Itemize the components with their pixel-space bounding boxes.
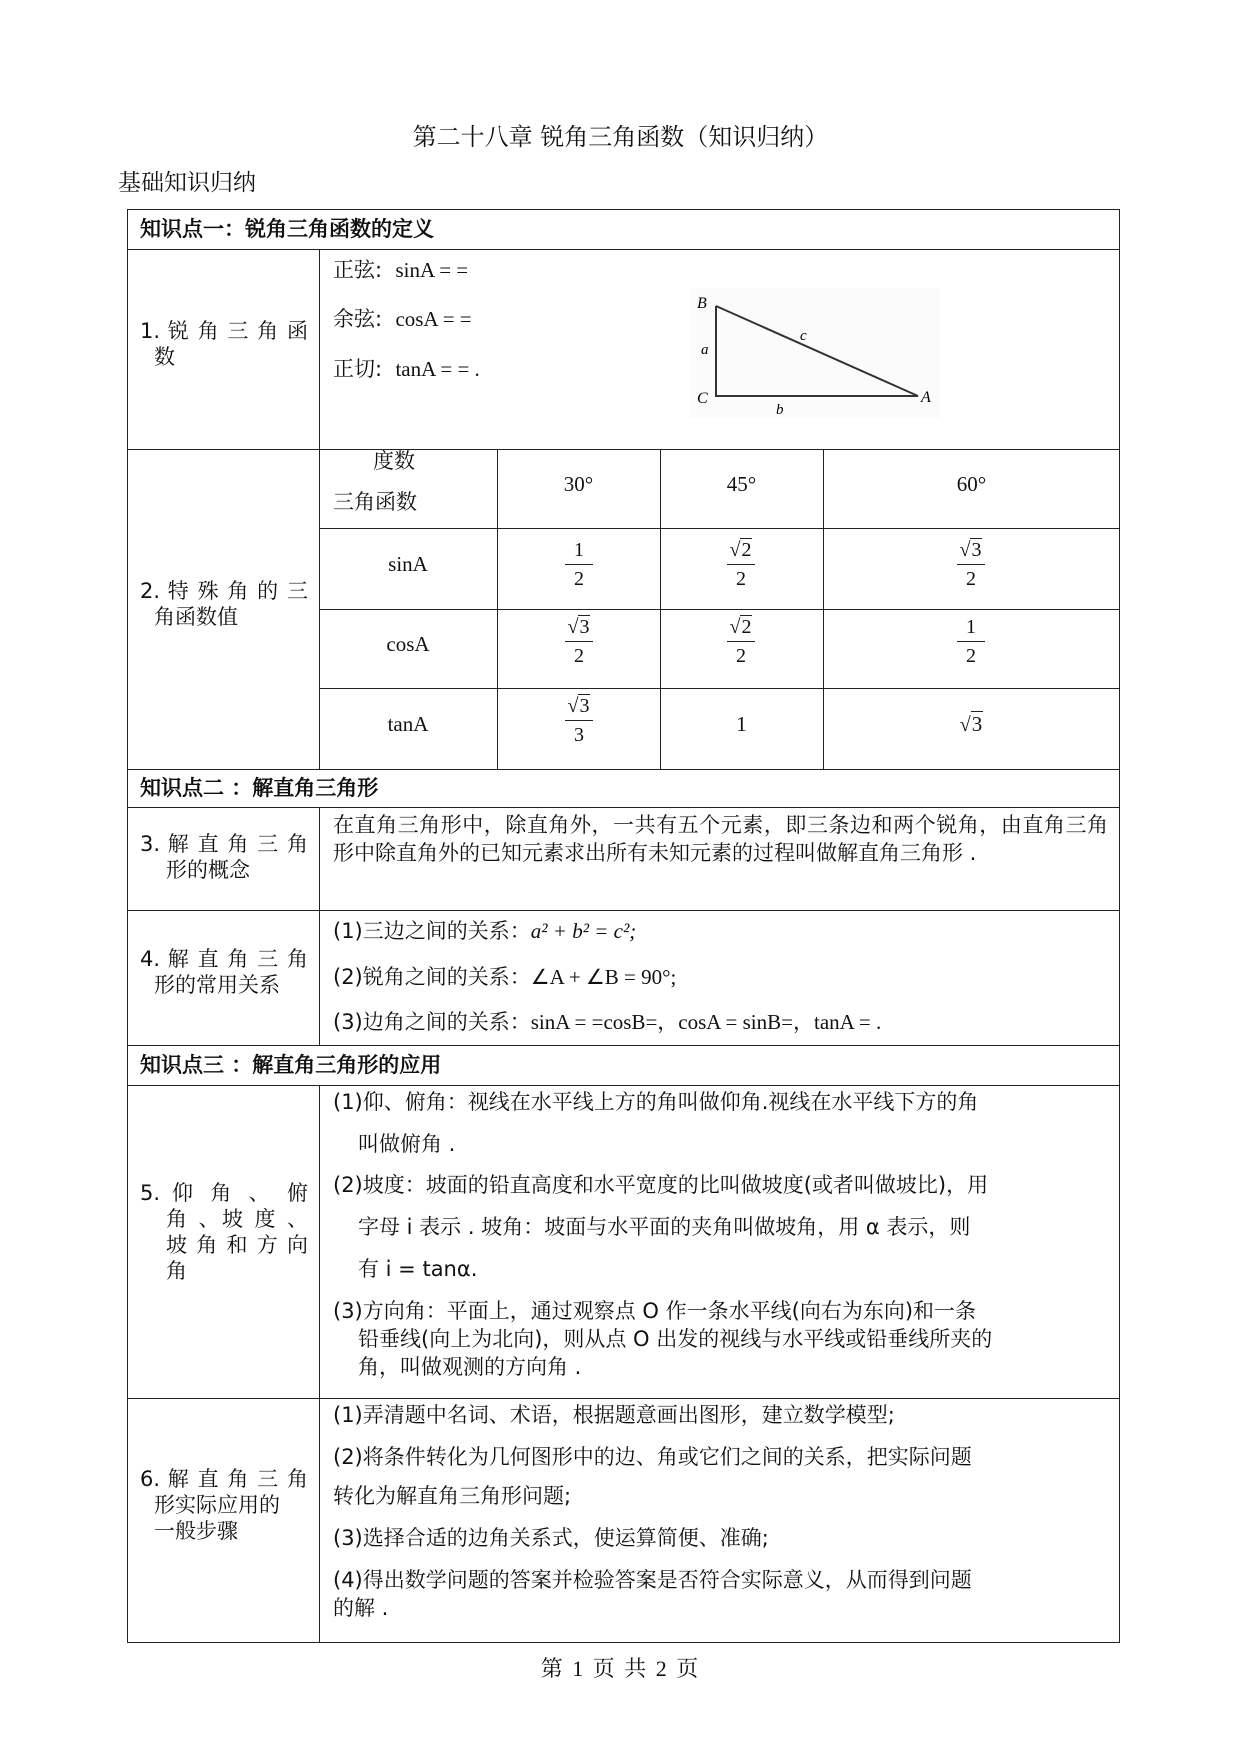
row-label: 角函数值: [154, 605, 238, 629]
formula-sine: 正弦: sinA = =: [333, 258, 469, 282]
side-label-b: b: [776, 402, 784, 418]
divider: [127, 1085, 1120, 1086]
value-sqrt: √3: [959, 712, 983, 736]
step-line: (1)弄清题中名词、术语，根据题意画出图形，建立数学模型;: [333, 1403, 895, 1427]
row-label: 坡 角 和 方 向: [166, 1233, 308, 1257]
application-line: (1)仰、俯角：视线在水平线上方的角叫做仰角.视线在水平线下方的角: [333, 1090, 979, 1114]
row-label: 角: [166, 1259, 187, 1283]
function-name: cosA: [386, 632, 430, 656]
value-fraction: √3 2: [951, 537, 991, 592]
right-triangle-diagram: [690, 288, 940, 418]
step-line: 的解 .: [333, 1596, 389, 1620]
function-name: sinA: [388, 552, 428, 576]
application-line: 字母 i 表示 . 坡角：坡面与水平面的夹角叫做坡角，用 α 表示，则: [358, 1215, 971, 1239]
formula-cosine: 余弦: cosA = =: [333, 307, 472, 331]
side-label-c: c: [800, 328, 807, 344]
application-line: 角，叫做观测的方向角 .: [358, 1355, 582, 1379]
row-label: 3. 解 直 角 三 角: [140, 832, 308, 856]
relation-angles: (2)锐角之间的关系：∠A + ∠B = 90°;: [333, 965, 677, 989]
divider: [127, 1398, 1120, 1399]
application-line: 有 i = tanα.: [358, 1257, 478, 1281]
divider: [127, 910, 1120, 911]
divider: [127, 807, 1120, 808]
value-fraction: √2 2: [721, 537, 761, 592]
divider: [319, 249, 320, 769]
step-line: (2)将条件转化为几何图形中的边、角或它们之间的关系，把实际问题: [333, 1445, 972, 1469]
divider: [319, 688, 1120, 689]
page-subtitle: 基础知识归纳: [118, 170, 256, 196]
divider: [319, 807, 320, 1045]
row-label: 形的概念: [166, 858, 250, 882]
angle-header: 30°: [563, 472, 594, 496]
relation-side-angle: (3)边角之间的关系：sinA = =cosB=，cosA = sinB=，tanA = .: [333, 1010, 882, 1034]
application-line: 铅垂线(向上为北向)，则从点 O 出发的视线与水平线或铅垂线所夹的: [358, 1327, 993, 1351]
angle-header: 60°: [956, 472, 987, 496]
concept-text: 在直角三角形中，除直角外，一共有五个元素，即三条边和两个锐角，由直角三角形中除直角外的已知元素求出所有未知元素的过程叫做解直角三角形 .: [333, 813, 1108, 865]
page-title: 第二十八章 锐角三角函数（知识归纳）: [412, 123, 829, 151]
table-header-function: 三角函数: [333, 490, 417, 514]
value-fraction: 1 2: [951, 614, 991, 669]
value-fraction: 1 2: [559, 537, 599, 592]
divider: [127, 449, 1120, 450]
vertex-label-c: C: [697, 390, 708, 407]
angle-header: 45°: [726, 472, 757, 496]
step-line: 转化为解直角三角形问题;: [333, 1484, 572, 1508]
value-plain: 1: [736, 712, 747, 736]
divider: [319, 609, 1120, 610]
step-line: (4)得出数学问题的答案并检验答案是否符合实际意义，从而得到问题: [333, 1568, 972, 1592]
application-line: (3)方向角：平面上，通过观察点 O 作一条水平线(向右为东向)和一条: [333, 1299, 977, 1323]
divider: [319, 1085, 320, 1643]
function-name: tanA: [387, 712, 429, 736]
table-header-degree: 度数: [373, 449, 415, 473]
row-label: 2. 特 殊 角 的 三: [140, 579, 308, 603]
divider: [319, 528, 1120, 529]
divider: [497, 449, 498, 769]
row-label: 形实际应用的: [154, 1493, 280, 1517]
section-heading: 知识点二 ：解直角三角形: [140, 776, 379, 800]
divider: [127, 769, 1120, 770]
row-label: 1. 锐 角 三 角 函: [140, 319, 308, 343]
section-heading: 知识点一：锐角三角函数的定义: [140, 217, 434, 241]
page-footer: 第 1 页 共 2 页: [540, 1656, 701, 1681]
application-line: (2)坡度：坡面的铅直高度和水平宽度的比叫做坡度(或者叫做坡比)，用: [333, 1173, 989, 1197]
relation-sides: (1)三边之间的关系：a² + b² = c²;: [333, 919, 637, 943]
divider: [127, 249, 1120, 250]
row-label: 5. 仰 角 、 俯: [140, 1181, 308, 1205]
value-fraction: √2 2: [721, 614, 761, 669]
formula-tangent: 正切: tanA = = .: [333, 357, 480, 381]
value-fraction: √3 2: [559, 614, 599, 669]
step-line: (3)选择合适的边角关系式，使运算简便、准确;: [333, 1526, 769, 1550]
row-label: 一般步骤: [154, 1519, 238, 1543]
vertex-label-a: A: [921, 389, 931, 406]
row-label: 数: [154, 345, 175, 369]
side-label-a: a: [701, 342, 709, 358]
row-label: 形的常用关系: [154, 973, 280, 997]
value-fraction: √3 3: [559, 693, 599, 748]
application-line: 叫做俯角 .: [358, 1132, 456, 1156]
section-heading: 知识点三 ：解直角三角形的应用: [140, 1053, 442, 1077]
row-label: 4. 解 直 角 三 角: [140, 947, 308, 971]
row-label: 角 、坡 度 、: [166, 1207, 308, 1231]
vertex-label-b: B: [697, 295, 707, 312]
row-label: 6. 解 直 角 三 角: [140, 1467, 308, 1491]
